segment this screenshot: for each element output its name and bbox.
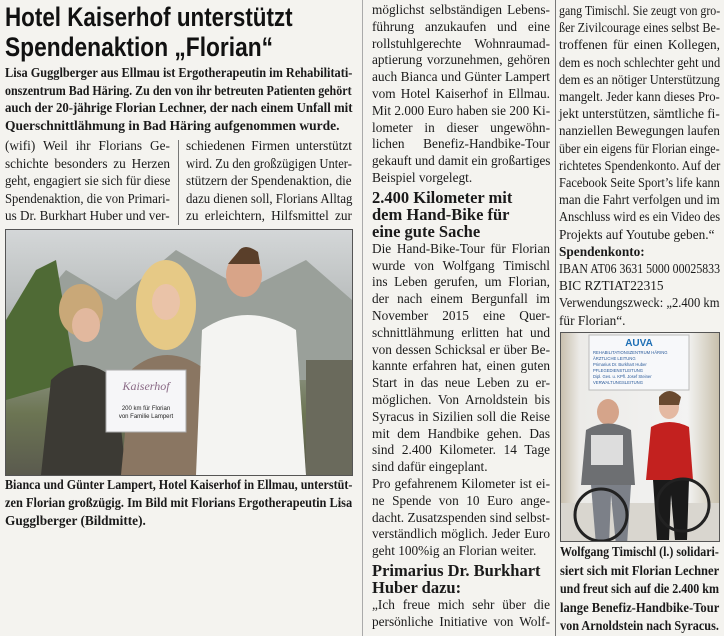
column-divider (362, 0, 363, 636)
sign-logo: Kaiserhof (122, 379, 170, 393)
text-line: Die Hand-Bike-Tour für Florian (372, 240, 550, 256)
text-line: kannte erfahren hat, einen guten (372, 358, 550, 374)
text-line: us Dr. Burkhart Huber und ver- (5, 208, 170, 224)
subheading-line: dem Hand-Bike für (372, 204, 510, 224)
text-line: (wifi) Weil ihr Florians Ge- (5, 138, 170, 153)
text-line: Wolfgang Timischl (l.) solidari- (560, 544, 719, 559)
text-line: Lisa Gugglberger aus Ellmau ist Ergotherapeutin im Rehabilitati- (5, 65, 353, 80)
text-line: gang Timischl. Sie zeugt von gro- (559, 3, 721, 18)
text-line: ßer Zivilcourage eines selbst Be- (559, 20, 721, 36)
text-line: Start in das neue Leben zu er- (372, 375, 550, 391)
paragraph (5, 137, 170, 225)
text-line: lichen Benefiz-Handbike-Tour (372, 136, 550, 152)
text-line: rollstuhlgerechte Wohnraumad- (372, 35, 550, 51)
text-line: über ein eigens für Florian einge- (559, 140, 720, 156)
paragraph (186, 137, 352, 225)
text-line: für Florian“. (559, 312, 626, 328)
text-line: sind dafür eingeplant. (372, 459, 488, 475)
sign-text-line: Primarius Dr. Burkhart Huber (593, 362, 647, 367)
text-line: dazu dienen soll, Florians Alltag (186, 190, 353, 206)
text-line: verständlich möglich. Jeder Euro (372, 526, 550, 542)
text-line: schichte besonders zu Herzen (5, 155, 170, 171)
column-1 (5, 137, 170, 225)
text-line: zu erleichtern, Hilfsmittel zur (186, 208, 352, 224)
sign-text-line: Dipl. Ges. u. KPfl. Josef Steiner (593, 374, 652, 379)
text-line: von dessen Schicksal er über Be- (372, 341, 550, 357)
headline-line: Hotel Kaiserhof unterstützt (5, 2, 293, 32)
subheading-line: Primarius Dr. Burkhart (372, 560, 541, 580)
text-line: troffenen für einen Kollegen, (559, 37, 720, 53)
headline-line: Spendenaktion „Florian“ (5, 32, 274, 62)
subheading-line: 2.400 Kilometer mit (372, 187, 513, 207)
photo-image (6, 230, 352, 475)
text-line: auch Bianca und Günter Lampert (372, 69, 550, 85)
subheading (372, 562, 550, 596)
column-2 (186, 137, 352, 225)
text-line: dem es an nötiger Unterstützung (559, 71, 720, 87)
photo-caption-2 (560, 543, 719, 636)
text-line: führung anzukaufen und eine (372, 18, 550, 34)
text-line: der nach einem Bergunfall im (372, 291, 550, 307)
column-3 (372, 2, 550, 631)
text-line: Mit 2.000 Euro haben sie 200 Ki- (372, 102, 551, 118)
text-line: geht, engagiert sie sich für diese (5, 173, 171, 189)
text-line: schnittlähmung erlitten hat und (372, 324, 550, 340)
text-line: Gugglberger (Bildmitte). (5, 513, 146, 528)
text-line: geht 100%ig an Florian weiter. (372, 543, 537, 559)
column-divider (178, 140, 179, 225)
subheading (372, 189, 550, 240)
subheading-line: Huber dazu: (372, 577, 462, 597)
sign-text-line: von Familie Lampert (118, 414, 174, 420)
paragraph (559, 2, 720, 243)
text-line: wird. Zu den großzügigen Unter- (186, 155, 352, 171)
text-line: Pro gefahrenem Kilometer ist ei- (372, 475, 550, 491)
text-line: auch der 20-jährige Florian Lechner, der nach einem Unfall mit (5, 100, 353, 116)
sign-text-line: VERWALTUNGSLEITUNG (593, 380, 643, 385)
paragraph (559, 260, 720, 277)
text-line: Projekts auf Youtube geben.“ (559, 226, 715, 242)
text-line: ne Spende von 10 Euro ange- (372, 492, 550, 508)
sign-text-line: ÄRZTLICHE LEITUNG (593, 356, 636, 361)
text-line: Beispiel vorgelegt. (372, 169, 473, 185)
article-lead (5, 64, 352, 134)
text-line: von Arnoldstein nach Syracus. (560, 618, 719, 633)
text-line: dacht. Zusatzspenden sind selbst- (372, 509, 550, 525)
text-line: man die Fahrt verfolgen und im (559, 192, 720, 208)
text-line: und freut sich auf die 2.400 km (560, 581, 719, 596)
sign-text-line: REHABILITATIONSZENTRUM HÄRING (593, 350, 668, 355)
text-line: nanziellen Bewegungen laufen (559, 123, 720, 139)
text-line: Verwendungszweck: „2.400 km (559, 295, 720, 311)
subheading-line: eine gute Sache (372, 221, 481, 241)
text-line: sind 2.400 Kilometer. 14 Tage (372, 442, 550, 458)
text-line: onszentrum Bad Häring. Zu den von ihr betreuten Patienten gehört (5, 82, 352, 98)
text-line: möglichen. Von Arnoldstein bis (372, 391, 550, 407)
text-line: November 2015 eine Quer- (372, 307, 550, 323)
photo-image (561, 333, 719, 541)
text-line: vom Hotel Kaiserhof in Ellmau. (372, 85, 550, 101)
text-line: zen Florian großzügig. Im Bild mit Florians Ergotherapeutin Lisa (5, 495, 353, 510)
paragraph (559, 294, 720, 328)
paragraph (372, 241, 550, 476)
sign-text-line: 200 km für Florian (121, 406, 171, 412)
text-line: richtetes Spendenkonto. Auf der (559, 157, 721, 173)
text-line: lange Benefiz-Handbike-Tour (560, 599, 720, 615)
text-line: lometer in dieser ungewöhn- (372, 119, 550, 135)
column-divider (555, 0, 556, 636)
paragraph (372, 597, 550, 631)
text-line: aptierung vorzunehmen, gehören (372, 52, 550, 68)
sign-text-line: PFLEGEDIENSTLEITUNG (593, 368, 644, 373)
text-line: dem es noch schlechter geht und (559, 54, 721, 70)
text-line: wurde von Wolfgang Timischl (372, 257, 550, 273)
text-line: Spendenaktion, die von Primari- (5, 190, 170, 206)
text-line: Querschnittlähmung in Bad Häring aufgenommen wurde. (5, 117, 340, 133)
paragraph (559, 277, 720, 294)
paragraph (372, 476, 550, 560)
text-line: mit dem Handbike gehen. Das (372, 425, 550, 441)
text-line: gekauft und damit ein großartiges (372, 153, 551, 169)
text-line: Bianca und Günter Lampert, Hotel Kaiserhof in Ellmau, unterstüt- (5, 477, 353, 492)
paragraph (372, 2, 550, 187)
text-line: schiedenen Firmen unterstützt (186, 138, 352, 153)
text-line: „Ich freue mich sehr über die (372, 596, 550, 612)
text-line: IBAN AT06 3631 5000 00025833 (559, 261, 720, 277)
sign-logo: AUVA (625, 338, 653, 349)
text-line: Anschluss wird es ein Video des (559, 209, 721, 225)
text-line: Syracus in Sizilien soll die Reise (372, 408, 550, 424)
photo-timischl-lechner (560, 332, 720, 542)
text-line: mangelt. Jeder kann dieses Pro- (559, 89, 720, 105)
text-line: ins Leben gerufen, um Florian, (372, 274, 550, 290)
text-line: stützern der Spendenaktion, die (186, 173, 352, 189)
text-line: persönliche Initiative von Wolf- (372, 613, 550, 629)
photo-lampert-gugglberger (5, 229, 353, 476)
text-line: Facebook Seite Sport’s life kann (559, 175, 720, 191)
text-line: siert sich mit Florian Lechner (560, 562, 720, 578)
photo-caption-1 (5, 476, 352, 530)
text-line: BIC RZTIAT22315 (559, 278, 664, 294)
text-line: möglichst selbständigen Lebens- (372, 2, 550, 17)
section-label: Spendenkonto: (559, 243, 645, 259)
article-headline (5, 2, 352, 62)
column-4 (559, 2, 720, 329)
text-line: jekt unterstützen, sämtliche fi- (559, 106, 720, 122)
